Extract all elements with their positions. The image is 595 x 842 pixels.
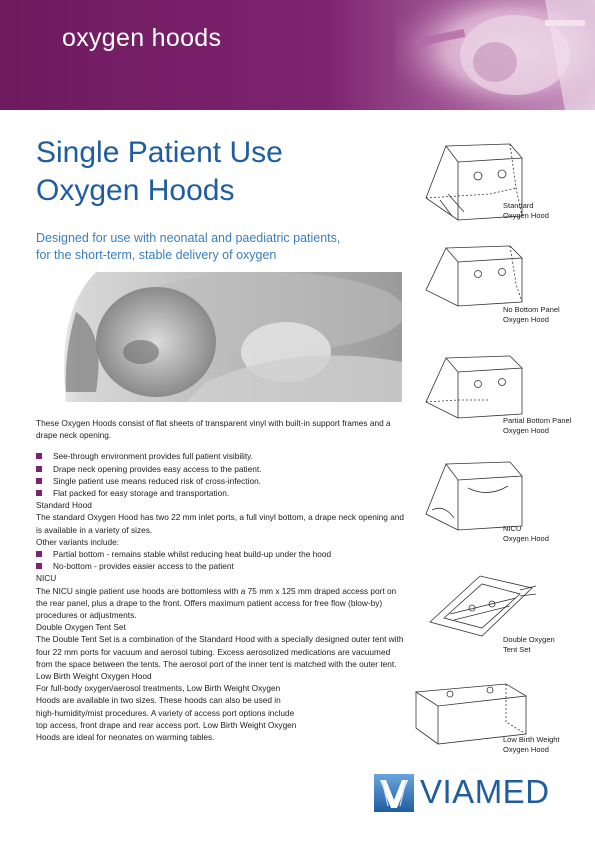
section-text-line: Hoods are available in two sizes. These hoods can also be used in bbox=[36, 695, 281, 706]
subtitle-line: for the short-term, stable delivery of oxygen bbox=[36, 248, 277, 262]
list-item-text: Drape neck opening provides easy access to the patient. bbox=[53, 463, 262, 474]
baby-photo bbox=[36, 272, 402, 402]
variant-list bbox=[36, 548, 408, 572]
diagram-label-line: Standard bbox=[503, 201, 534, 210]
bullet-square-icon bbox=[36, 478, 42, 484]
section-heading: NICU bbox=[36, 573, 57, 584]
header-banner bbox=[0, 0, 595, 110]
list-item-text: Single patient use means reduced risk of cross-infection. bbox=[53, 475, 261, 486]
list-item bbox=[36, 463, 408, 475]
page-subtitle bbox=[36, 230, 396, 264]
feature-list bbox=[36, 450, 408, 499]
list-item-text: No-bottom - provides easier access to the patient bbox=[53, 561, 234, 572]
section-text-line: top access, front drape and rear access port. Low Birth Weight Oxygen bbox=[36, 719, 297, 730]
section-heading: Low Birth Weight Oxygen Hood bbox=[36, 671, 152, 682]
header-title: oxygen hoods bbox=[62, 24, 222, 52]
diagram-label-line: Oxygen Hood bbox=[503, 745, 549, 754]
list-item bbox=[36, 450, 408, 462]
section-text-line: Hoods are ideal for neonates on warming tables. bbox=[36, 732, 215, 743]
diagram-label bbox=[503, 416, 571, 436]
double-tent-diagram bbox=[420, 568, 538, 642]
diagram-label bbox=[503, 201, 549, 221]
list-item bbox=[36, 560, 408, 572]
diagram-label-line: Oxygen Hood bbox=[503, 534, 549, 543]
list-item bbox=[36, 487, 408, 499]
subtitle-line: Designed for use with neonatal and paediatric patients, bbox=[36, 231, 341, 245]
page-title-line: Oxygen Hoods bbox=[36, 174, 235, 207]
section-text: The standard Oxygen Hood has two 22 mm inlet ports, a full vinyl bottom, a drape neck opening and is available in a variety of sizes. bbox=[36, 512, 405, 535]
diagram-label-line: Oxygen Hood bbox=[503, 315, 549, 324]
diagram-label-line: No Bottom Panel bbox=[503, 305, 560, 314]
diagram-label-line: Low Birth Weight bbox=[503, 735, 560, 744]
section-heading: Standard Hood bbox=[36, 500, 92, 511]
header-photo bbox=[395, 0, 595, 110]
list-item-text: Flat packed for easy storage and transportation. bbox=[53, 488, 230, 499]
diagram-label-line: Double Oxygen bbox=[503, 635, 555, 644]
bullet-square-icon bbox=[36, 466, 42, 472]
section-text: Other variants include: bbox=[36, 536, 120, 547]
section-heading: Double Oxygen Tent Set bbox=[36, 622, 126, 633]
diagram-label-line: Oxygen Hood bbox=[503, 211, 549, 220]
body-text bbox=[36, 417, 408, 743]
list-item bbox=[36, 475, 408, 487]
no-bottom-hood-diagram bbox=[418, 242, 528, 312]
section-text-line: For full-body oxygen/aerosol treatments, Low Birth Weight Oxygen bbox=[36, 683, 281, 694]
section-text-line: high-humidity/mist procedures. A variety of access port options include bbox=[36, 707, 295, 718]
bullet-square-icon bbox=[36, 563, 42, 569]
diagram-label-line: Oxygen Hood bbox=[503, 426, 549, 435]
brand-name: VIAMED bbox=[420, 773, 550, 810]
page-title-line: Single Patient Use bbox=[36, 136, 283, 169]
page-title bbox=[36, 134, 283, 210]
bullet-square-icon bbox=[36, 551, 42, 557]
partial-bottom-hood-diagram bbox=[418, 352, 528, 424]
diagram-label-line: NICU bbox=[503, 524, 522, 533]
diagram-label bbox=[503, 635, 555, 655]
section-text: The Double Tent Set is a combination of the Standard Hood with a specially designed outer tent with four 22 mm ports for vacuum and aerosol tubing. Excess aerosolized medications are vacuumed from the space between the tents. The aerosol port of the inner tent is matched with the outer tent. bbox=[36, 634, 404, 669]
list-item-text: See-through environment provides full patient visibility. bbox=[53, 451, 253, 462]
diagram-label bbox=[503, 305, 560, 325]
diagram-label bbox=[503, 524, 549, 544]
list-item bbox=[36, 548, 408, 560]
bullet-square-icon bbox=[36, 453, 42, 459]
diagram-label-line: Partial Bottom Panel bbox=[503, 416, 572, 425]
list-item-text: Partial bottom - remains stable whilst reducing heat build-up under the hood bbox=[53, 549, 332, 560]
section-text: The NICU single patient use hoods are bottomless with a 75 mm x 125 mm draped access port on the rear panel, plus a drape to the front. Offers maximum patient access for free flow (blow-by) procedures or adjustments. bbox=[36, 585, 397, 621]
diagram-label bbox=[503, 735, 560, 755]
bullet-square-icon bbox=[36, 490, 42, 496]
diagram-label-line: Tent Set bbox=[503, 645, 531, 654]
intro-paragraph: These Oxygen Hoods consist of flat sheets of transparent vinyl with built-in support frames and a drape neck opening. bbox=[36, 418, 391, 441]
